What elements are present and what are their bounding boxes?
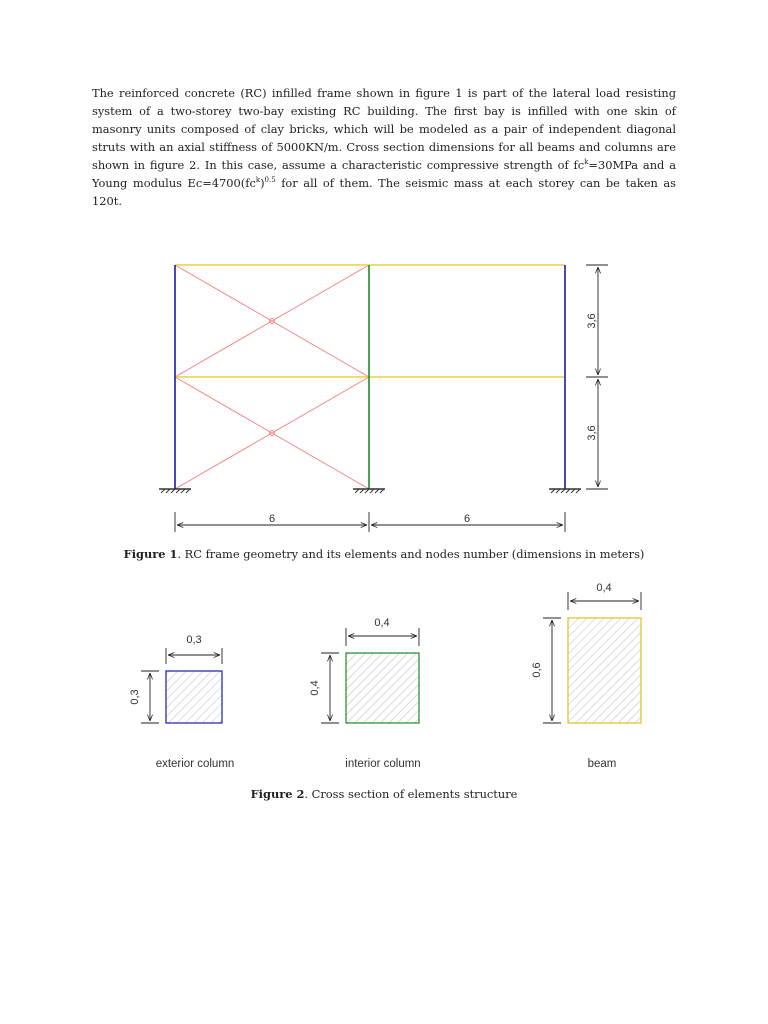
beams: [175, 265, 565, 377]
rc-frame-diagram: [159, 265, 608, 532]
figure1-caption: Figure 1. RC frame geometry and its elements and nodes number (dimensions in meters): [123, 547, 645, 561]
bay-width-dimensions: [175, 512, 565, 532]
section-height-label: 0,4: [309, 680, 321, 696]
interior-column-section: [309, 617, 421, 770]
section-height-label: 0,3: [129, 689, 141, 705]
section-width-label: 0,4: [374, 617, 390, 629]
section-height-label: 0,6: [531, 662, 543, 678]
storey-height-label: 3,6: [586, 425, 598, 441]
storey-height-dimensions: [586, 265, 608, 489]
section-width-label: 0,4: [596, 582, 612, 594]
problem-statement: The reinforced concrete (RC) infilled frame shown in figure 1 is part of the lateral load resisting system of a two-storey two-bay existing RC building. The first bay is infilled with one skin of masonry units composed of clay bricks, which will be modeled as a pair of independent diagonal struts with an axial stiffness of 5000KN/m. Cross section dimensions for all beams and columns are shown in figure 2. In this case, assume a characteristic compressive strength of $fc^k=30MPa$ and a Young modulus $Ec=4700(fc^k)^{0.5}$ for all of them. The seismic mass at each storey can be taken as 120t.: [92, 86, 676, 208]
fixed-support: [549, 489, 581, 493]
figure2-caption: Figure 2. Cross section of elements structure: [250, 787, 518, 801]
section-label: beam: [587, 758, 617, 770]
section-label: exterior column: [155, 758, 235, 770]
fixed-support: [159, 489, 191, 493]
bay-width-label: 6: [463, 513, 471, 525]
exterior-column-section: [129, 634, 234, 770]
bay-width-label: 6: [268, 513, 276, 525]
section-label: interior column: [345, 758, 421, 770]
fixed-support: [353, 489, 385, 493]
storey-height-label: 3,6: [586, 313, 598, 329]
beam-section: [531, 582, 641, 770]
section-width-label: 0,3: [186, 634, 202, 646]
